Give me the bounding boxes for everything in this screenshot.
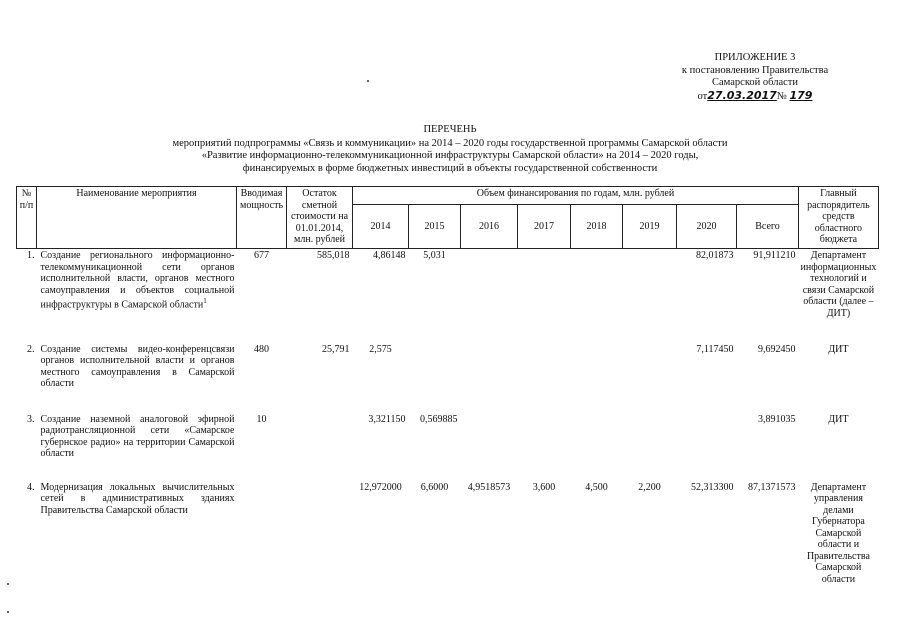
- header-capacity: Вводимая мощность: [237, 187, 287, 249]
- row-2018: [571, 343, 623, 413]
- row-2019: 2,200: [638, 481, 661, 493]
- header-year-2014: 2014: [353, 205, 409, 249]
- header-year-2018: 2018: [571, 205, 623, 249]
- row-num: 1.: [27, 250, 35, 261]
- table-row: [17, 249, 879, 343]
- row-2016: [461, 249, 518, 343]
- row-capacity: [237, 481, 287, 587]
- date-value: 27.03.2017: [707, 88, 777, 102]
- funding-table: [16, 186, 879, 586]
- appendix-date-line: [640, 90, 870, 104]
- scan-dot: [7, 611, 9, 613]
- appendix-region: Самарской области: [712, 77, 798, 88]
- row-2015: 6,6000: [420, 481, 449, 493]
- title-line-3: финансируемых в форме бюджетных инвестиций в объекты государственной собственности: [242, 162, 658, 174]
- header-remainder: Остаток сметной стоимости на 01.01.2014, млн. рублей: [287, 187, 353, 249]
- row-manager: ДИТ: [828, 343, 849, 355]
- header-year-2019: 2019: [623, 205, 677, 249]
- footnote-mark: 1: [203, 297, 207, 305]
- row-total: 3,891035: [758, 413, 796, 425]
- row-remainder: [287, 413, 353, 481]
- row-name: Создание регионального информационно-телекоммуникационной сети органов исполнительной власти, органов местного самоуправления и объектов социальной инфраструктуры в Самарской области$^1$: [40, 250, 235, 311]
- scan-dot: [367, 80, 369, 82]
- row-2015: 5,031: [423, 250, 446, 261]
- row-2018: 4,500: [585, 481, 608, 493]
- row-2017: [518, 413, 571, 481]
- row-2020: [677, 413, 737, 481]
- number-value: 179: [789, 88, 813, 102]
- row-2018: [571, 413, 623, 481]
- row-total: 91,911210: [753, 250, 796, 261]
- header-year-2017: 2017: [518, 205, 571, 249]
- appendix-label: ПРИЛОЖЕНИЕ 3: [714, 52, 796, 63]
- header-name: Наименование мероприятия: [37, 187, 237, 249]
- row-remainder: [287, 481, 353, 587]
- row-2014: 12,972000: [359, 481, 402, 493]
- table-row: [17, 481, 879, 587]
- header-num: № п/п: [17, 187, 37, 249]
- title-heading: ПЕРЕЧЕНЬ: [423, 124, 477, 135]
- row-2014: 3,321150: [368, 413, 406, 425]
- row-2014: 2,575: [369, 343, 392, 355]
- row-manager: Департамент информационных технологий и связи Самарской области (далее – ДИТ): [800, 250, 877, 319]
- row-name: Создание наземной аналоговой эфирной радиотрансляционной сети «Самарское губернское радио» на территории Самарской области: [40, 413, 235, 459]
- row-2017: 3,600: [532, 481, 556, 493]
- table-row: [17, 413, 879, 481]
- row-2020: 7,117450: [696, 343, 734, 355]
- header-year-2015: 2015: [409, 205, 461, 249]
- title-line-1: мероприятий подпрограммы «Связь и коммуникации» на 2014 – 2020 годы государственной программы Самарской области: [172, 137, 728, 149]
- row-num: 3.: [27, 413, 35, 425]
- scan-dot: [7, 583, 9, 585]
- row-2017: [518, 249, 571, 343]
- row-name: Модернизация локальных вычислительных сетей в административных зданиях Правительства Самарской области: [40, 481, 235, 516]
- header-year-2020: 2020: [677, 205, 737, 249]
- row-remainder: 25,791: [322, 343, 350, 355]
- row-capacity: 480: [254, 343, 269, 355]
- header-year-2016: 2016: [461, 205, 518, 249]
- row-manager: Департамент управления делами Губернатора Самарской области и Правительства Самарской области: [806, 481, 870, 585]
- row-total: 9,692450: [758, 343, 796, 355]
- document-title: [30, 124, 870, 175]
- title-line-2: «Развитие информационно-телекоммуникационной инфраструктуры Самарской области» на 2014 – 2020 годы,: [201, 150, 699, 161]
- row-2016: [461, 343, 518, 413]
- row-2015: 0,569885: [420, 413, 458, 425]
- row-remainder: 585,018: [317, 250, 350, 261]
- row-capacity: 677: [254, 250, 269, 261]
- row-total: 87,1371573: [748, 481, 796, 493]
- appendix-decree: к постановлению Правительства: [681, 64, 829, 76]
- row-name: Создание системы видео-конференцсвязи органов исполнительной власти и органов местного самоуправления в Самарской области: [40, 343, 235, 389]
- row-capacity: 10: [256, 413, 267, 425]
- row-num: 4.: [27, 481, 35, 493]
- header-total: Всего: [737, 205, 799, 249]
- row-2020: 52,313300: [691, 481, 734, 493]
- table-row: [17, 343, 879, 413]
- number-prefix: №: [776, 90, 787, 102]
- row-2019: [623, 343, 677, 413]
- row-2019: [623, 413, 677, 481]
- row-2016: 4,9518573: [467, 481, 511, 493]
- row-manager: ДИТ: [828, 413, 849, 425]
- date-prefix: от: [697, 90, 708, 102]
- row-num: 2.: [27, 343, 35, 355]
- header-manager: Главный распорядитель средств областного бюджета: [799, 187, 879, 249]
- row-2014: 4,86148: [373, 250, 406, 261]
- row-2017: [518, 343, 571, 413]
- row-2020: 82,01873: [696, 250, 734, 261]
- appendix-block: [640, 52, 870, 103]
- row-2018: [571, 249, 623, 343]
- row-2016: [461, 413, 518, 481]
- row-2019: [623, 249, 677, 343]
- row-2015: [409, 343, 461, 413]
- header-funding: Объем финансирования по годам, млн. рублей: [353, 187, 799, 205]
